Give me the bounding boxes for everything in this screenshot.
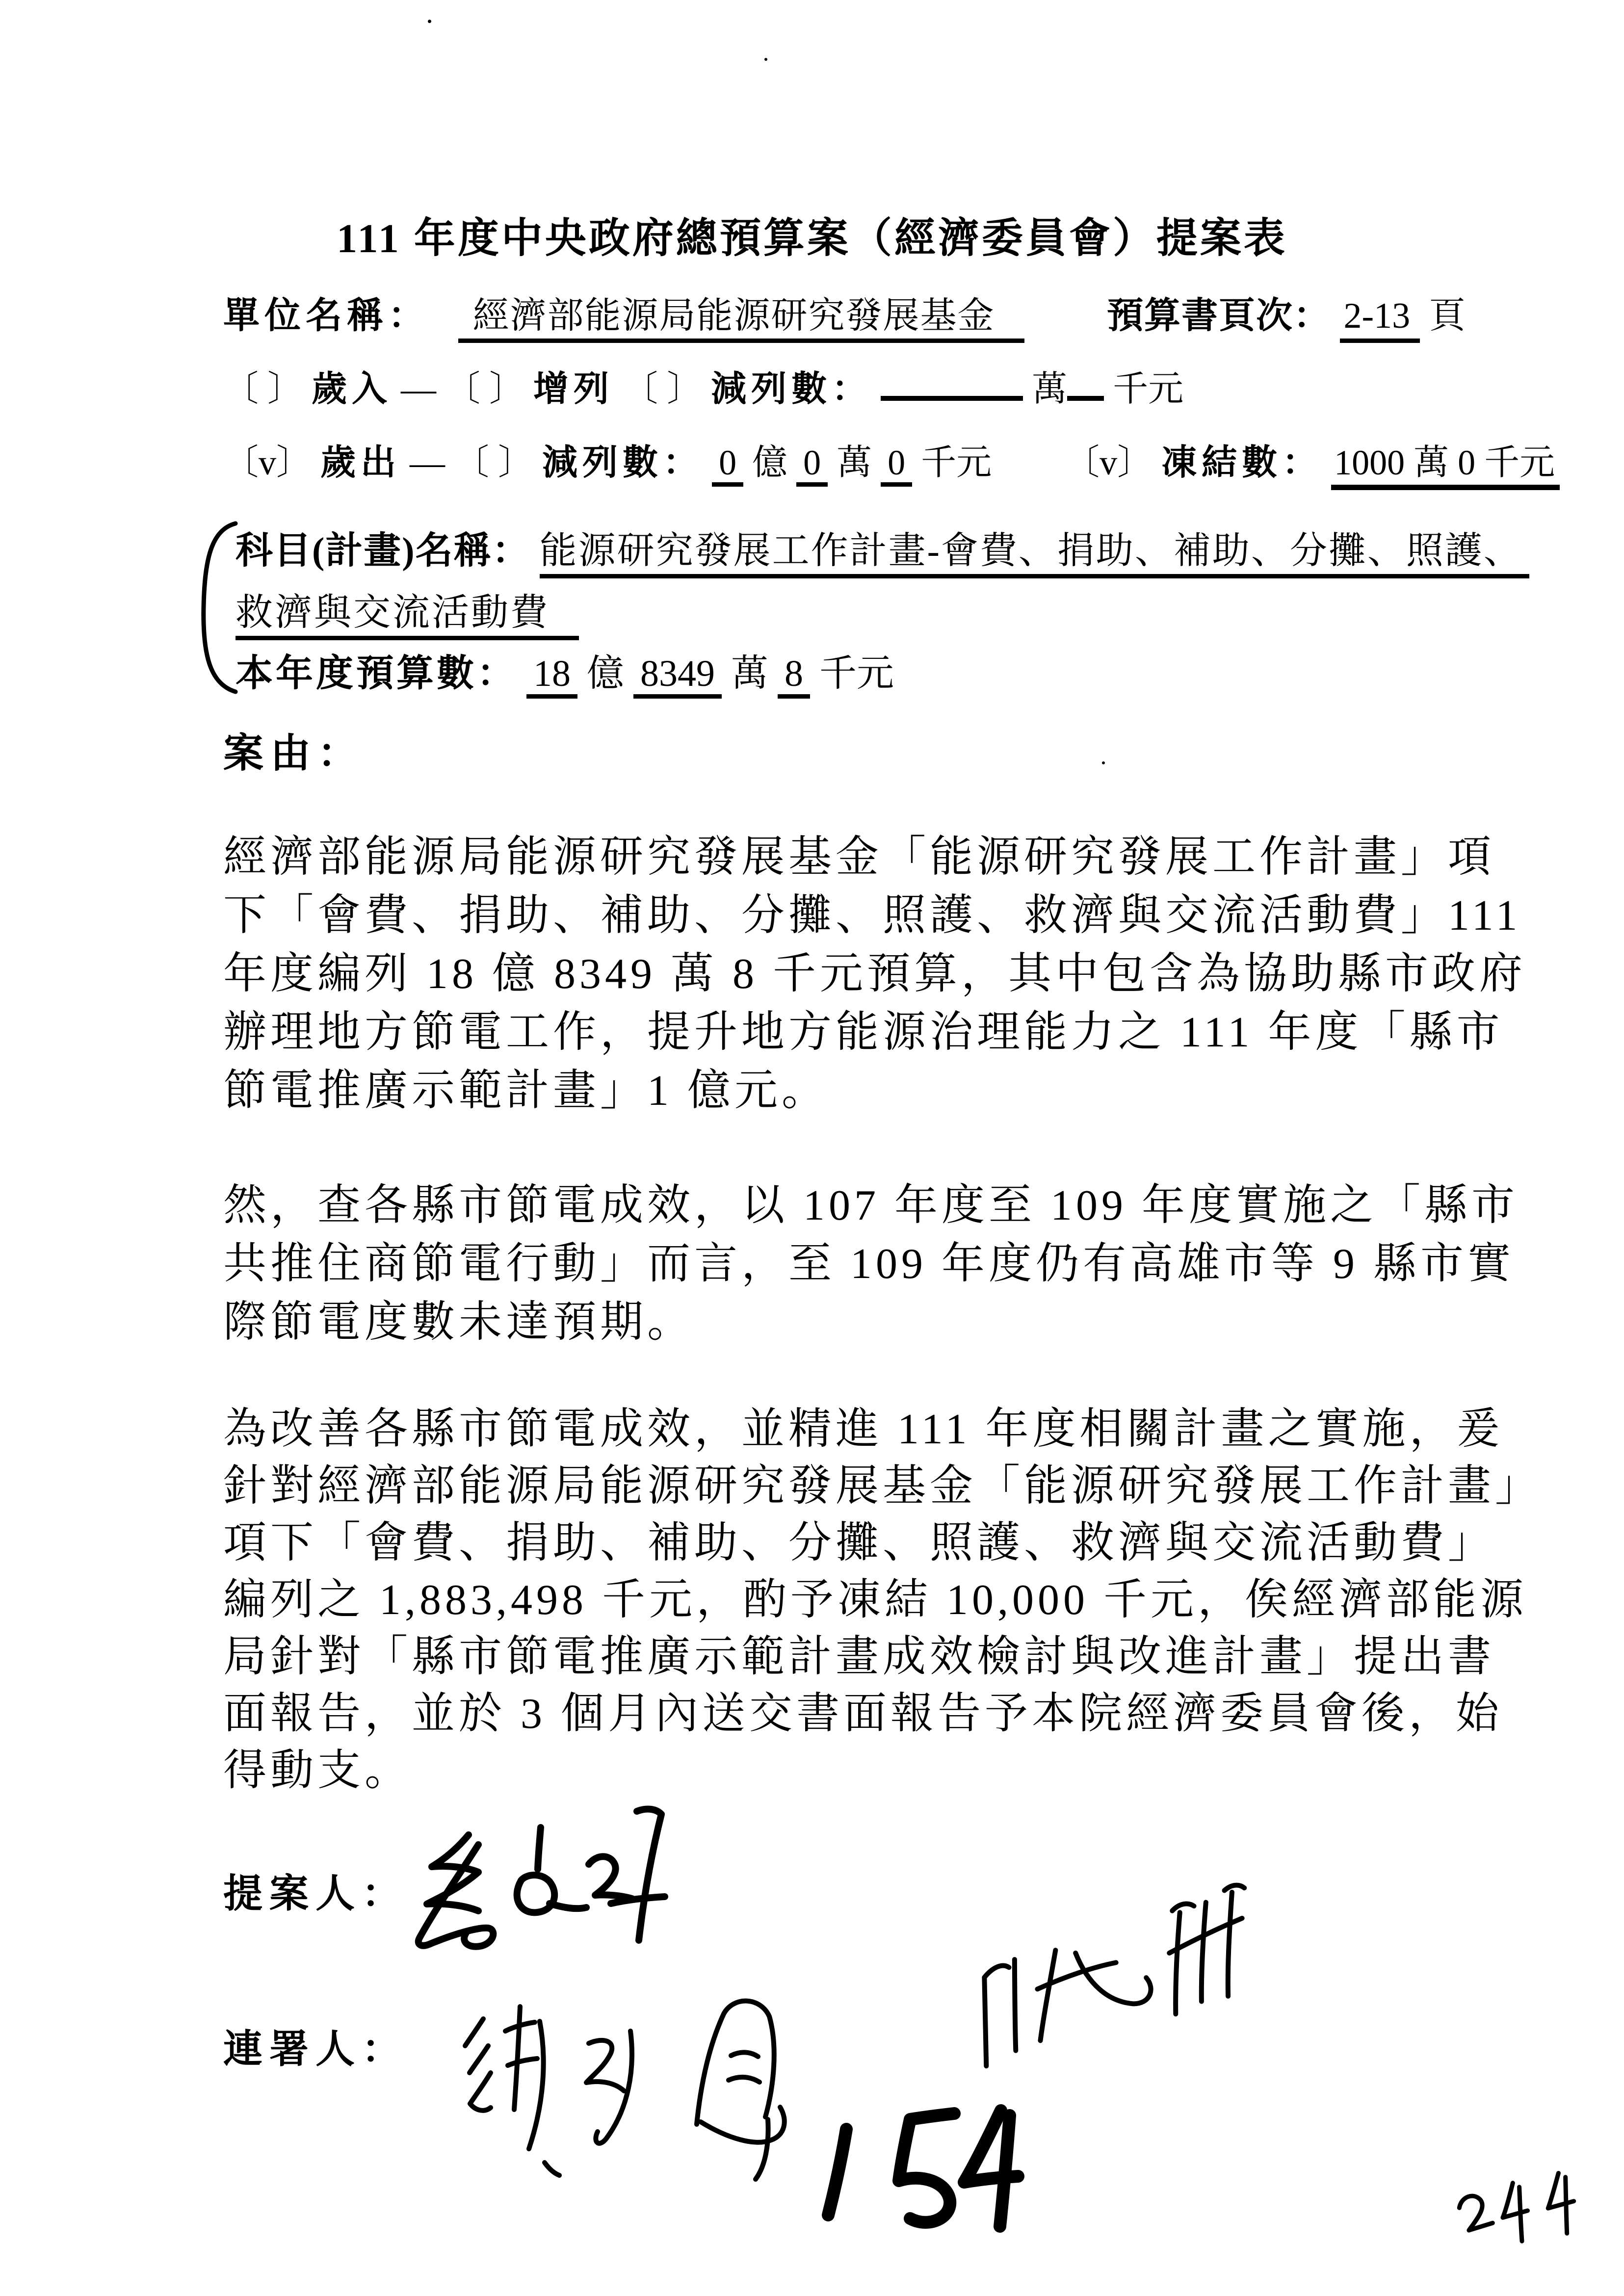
freeze-checkbox-checked: 〔v〕 — [1064, 443, 1153, 482]
paragraph-line: 際節電度數未達預期。 — [223, 1299, 695, 1346]
unit-name-value: 經濟部能源局能源研究發展基金 — [458, 296, 1024, 343]
paragraph-line: 為改善各縣市節電成效，並精進 111 年度相關計畫之實施，爰 — [223, 1406, 1504, 1453]
budget-book-page-unit: 頁 — [1429, 296, 1466, 336]
decrease-label: 減列數： — [711, 369, 872, 409]
cosigner-signature-2 — [947, 1872, 1310, 2103]
paragraph-line: 編列之 1,883,498 千元，酌予凍結 10,000 千元，俟經濟部能源 — [223, 1576, 1528, 1624]
decrease-wan-value: 0 — [796, 443, 828, 487]
subject-name-row2 — [236, 590, 579, 636]
budget-wan-value: 8349 — [633, 653, 722, 699]
scan-noise-dot — [1102, 761, 1105, 764]
qianyuan-unit: 千元 — [921, 443, 992, 482]
revenue-qianyuan-unit: 千元 — [1113, 369, 1184, 409]
case-paragraph-1 — [223, 828, 1526, 1120]
budget-yi-value: 18 — [526, 653, 577, 699]
revenue-dash: — — [401, 369, 437, 409]
budget-yi-unit: 億 — [587, 653, 624, 694]
subject-name-row — [236, 528, 1529, 574]
cosigner-label: 連署人： — [223, 2028, 408, 2071]
revenue-checkbox-empty: 〔 〕 — [223, 369, 303, 409]
page-title: 111 年度中央政府總預算案（經濟委員會）提案表 — [337, 216, 1287, 261]
paragraph-line: 節電推廣示範計畫」1 億元。 — [223, 1067, 829, 1115]
scan-noise-dot — [764, 58, 767, 61]
paragraph-line: 辦理地方節電工作，提升地方能源治理能力之 111 年度「縣市 — [223, 1009, 1504, 1056]
unit-name-label: 單位名稱： — [223, 296, 429, 336]
decrease-qian-value: 0 — [881, 443, 912, 487]
subject-name-line1: 能源研究發展工作計畫-會費、捐助、補助、分攤、照護、 — [540, 530, 1529, 578]
subject-name-label: 科目(計畫)名稱： — [236, 530, 530, 572]
revenue-row — [223, 367, 1183, 411]
freeze-label: 凍結數： — [1161, 443, 1323, 482]
handwritten-number-corner — [1432, 2146, 1624, 2264]
revenue-label: 歲入 — [312, 369, 393, 409]
revenue-wan-unit: 萬 — [1032, 369, 1068, 409]
expenditure-checkbox-checked: 〔v〕 — [223, 443, 312, 482]
increase-checkbox-empty: 〔 〕 — [445, 369, 525, 409]
proposer-label: 提案人： — [223, 1873, 408, 1916]
paragraph-line: 年度編列 18 億 8349 萬 8 千元預算，其中包含為協助縣市政府 — [223, 950, 1527, 998]
expenditure-dash: — — [410, 443, 445, 482]
paragraph-line: 項下「會費、捐助、補助、分攤、照護、救濟與交流活動費」 — [223, 1519, 1495, 1567]
paragraph-line: 然，查各縣市節電成效，以 107 年度至 109 年度實施之「縣市 — [223, 1182, 1519, 1229]
handwritten-number-center — [805, 2100, 1030, 2232]
budget-book-page-value: 2-13 — [1340, 296, 1420, 343]
case-paragraph-2 — [223, 1176, 1519, 1352]
budget-wan-unit: 萬 — [731, 653, 768, 694]
paragraph-line: 共推住商節電行動」而言，至 109 年度仍有高雄市等 9 縣市實 — [223, 1240, 1515, 1288]
paragraph-line: 面報告，並於 3 個月內送交書面報告予本院經濟委員會後，始 — [223, 1690, 1503, 1738]
proposer-signature — [412, 1800, 677, 1957]
paragraph-line: 下「會費、捐助、補助、分攤、照護、救濟與交流活動費」111 — [223, 892, 1521, 939]
increase-label: 增列 — [533, 369, 614, 409]
budget-qian-value: 8 — [778, 653, 810, 699]
subject-name-line2: 救濟與交流活動費 — [236, 592, 579, 640]
decrease-checkbox-empty: 〔 〕 — [623, 369, 703, 409]
case-paragraph-3 — [223, 1401, 1542, 1800]
wan-unit: 萬 — [837, 443, 872, 482]
yi-unit: 億 — [752, 443, 788, 482]
revenue-amount-blank — [881, 368, 1023, 401]
scan-noise-dot — [428, 20, 431, 23]
budget-amount-row — [236, 651, 894, 697]
paragraph-line: 得動支。 — [223, 1747, 412, 1795]
expenditure-row — [223, 441, 1560, 485]
paragraph-line: 局針對「縣市節電推廣示範計畫成效檢討與改進計畫」提出書 — [223, 1633, 1495, 1681]
budget-book-page-label: 預算書頁次： — [1107, 296, 1331, 336]
revenue-qian-blank — [1067, 368, 1104, 401]
paragraph-line: 針對經濟部能源局能源研究發展基金「能源研究發展工作計畫」 — [223, 1462, 1543, 1510]
unit-name-row — [223, 293, 1466, 339]
expenditure-decrease-label: 減列數： — [542, 443, 704, 482]
freeze-value: 1000 萬 0 千元 — [1331, 443, 1560, 490]
cosigner-signature-1 — [442, 1977, 834, 2183]
budget-qian-unit: 千元 — [819, 653, 894, 694]
budget-amount-label: 本年度預算數： — [236, 653, 517, 694]
decrease-yi-value: 0 — [712, 443, 743, 487]
expenditure-decrease-checkbox-empty: 〔 〕 — [454, 443, 534, 482]
case-heading: 案由： — [223, 731, 365, 776]
paragraph-line: 經濟部能源局能源研究發展基金「能源研究發展工作計畫」項 — [223, 834, 1495, 881]
expenditure-label: 歲出 — [320, 443, 401, 482]
